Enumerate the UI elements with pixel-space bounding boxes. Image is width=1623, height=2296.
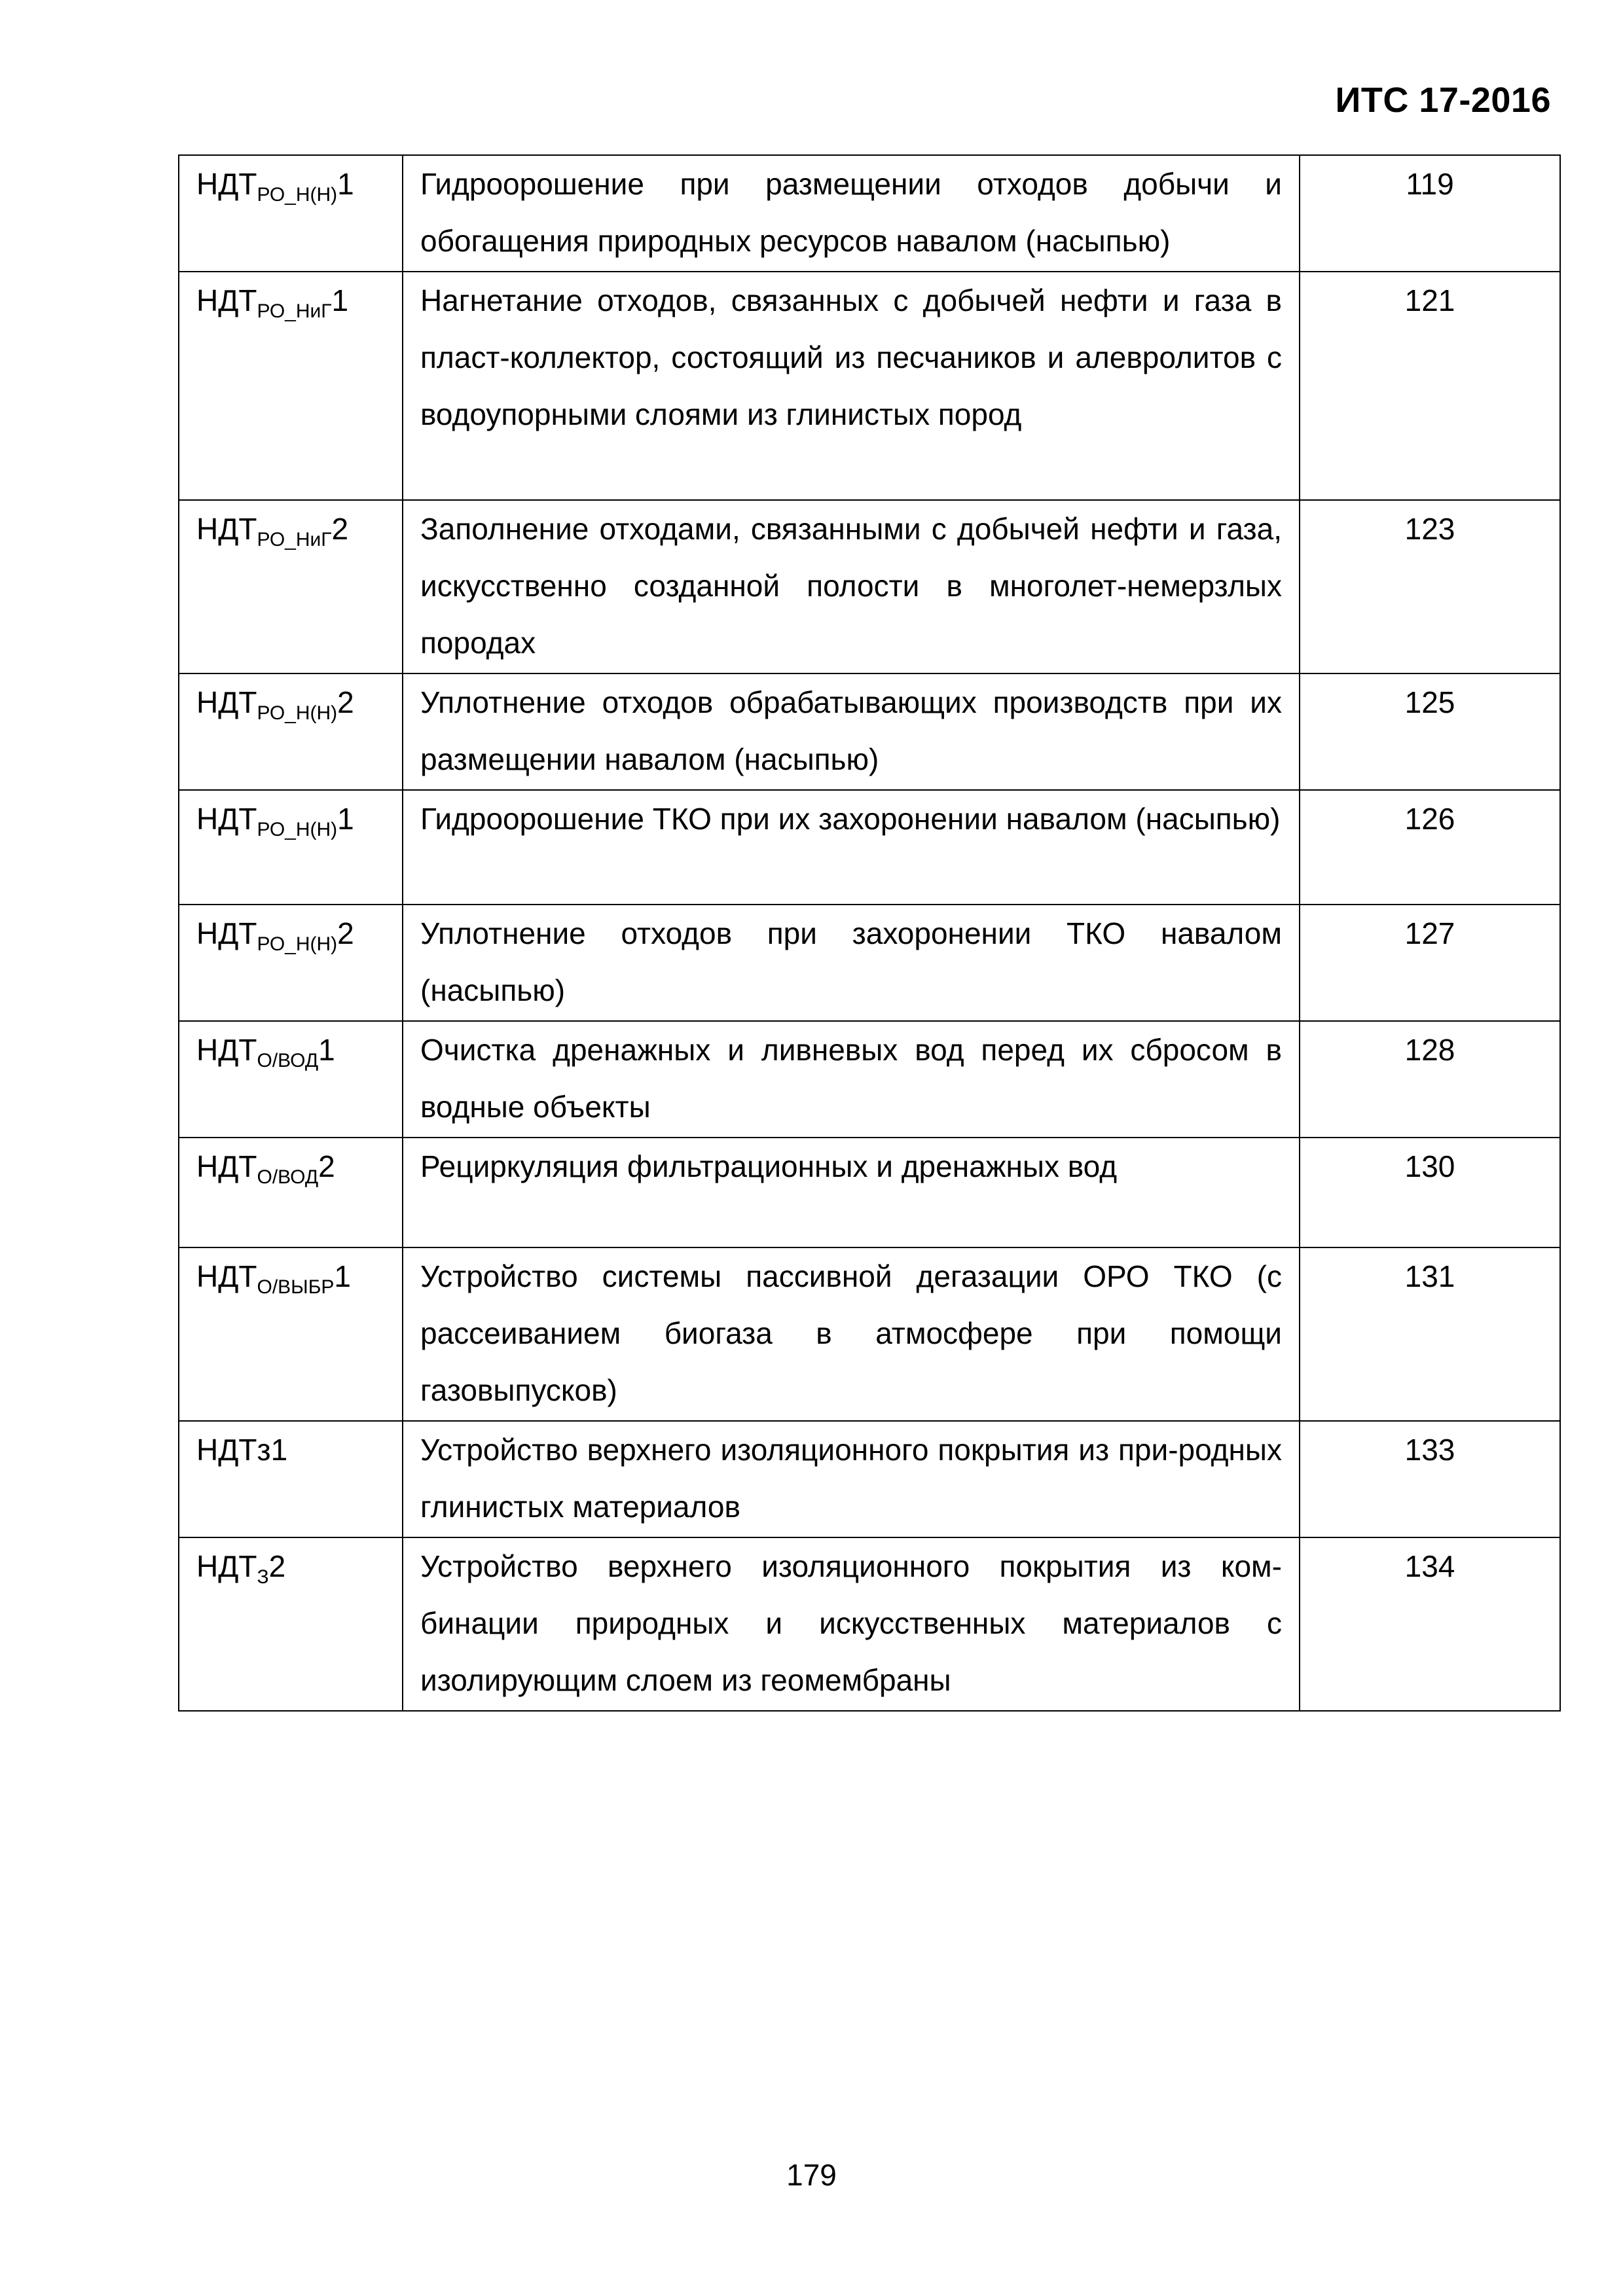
bat-code-cell bbox=[179, 1138, 403, 1247]
table-row bbox=[179, 1138, 1560, 1247]
bat-code-subscript: РО_Н(Н) bbox=[257, 933, 338, 955]
bat-code-cell bbox=[179, 1021, 403, 1138]
page-ref-cell: 131 bbox=[1300, 1247, 1560, 1421]
bat-table bbox=[178, 154, 1561, 1712]
bat-code-base: НДТ bbox=[196, 1549, 257, 1583]
bat-code-cell bbox=[179, 905, 403, 1021]
bat-code-base: НДТ bbox=[196, 1033, 257, 1067]
table-row bbox=[179, 155, 1560, 272]
bat-code-number: 2 bbox=[268, 1549, 286, 1583]
bat-code-number: 2 bbox=[331, 512, 349, 546]
bat-description-cell: Устройство системы пассивной дегазации ОРО ТКО (с рассеиванием биогаза в атмосфере при помощи газовыпусков) bbox=[403, 1247, 1300, 1421]
bat-code-cell bbox=[179, 155, 403, 272]
bat-code-number: 1 bbox=[318, 1033, 335, 1067]
bat-description-cell: Заполнение отходами, связанными с добычей нефти и газа, искусственно созданной полости в многолет-немерзлых породах bbox=[403, 500, 1300, 673]
table-row bbox=[179, 905, 1560, 1021]
bat-description-cell: Гидроорошение ТКО при их захоронении навалом (насыпью) bbox=[403, 790, 1300, 905]
page-ref-cell: 123 bbox=[1300, 500, 1560, 673]
bat-code-base: НДТ bbox=[196, 916, 257, 950]
bat-code-number: 2 bbox=[337, 685, 354, 719]
page-ref-cell: 125 bbox=[1300, 673, 1560, 790]
bat-description-cell: Рециркуляция фильтрационных и дренажных вод bbox=[403, 1138, 1300, 1247]
bat-code-subscript: О/ВЫБР bbox=[257, 1276, 335, 1298]
bat-code-subscript: О/ВОД bbox=[257, 1050, 319, 1071]
bat-code-cell bbox=[179, 1537, 403, 1711]
page-ref-cell: 126 bbox=[1300, 790, 1560, 905]
bat-code-number: 2 bbox=[318, 1149, 335, 1183]
bat-code-number: 2 bbox=[337, 916, 354, 950]
table-row bbox=[179, 500, 1560, 673]
bat-description-cell: Нагнетание отходов, связанных с добычей нефти и газа в пласт-коллектор, состоящий из песчаников и алевролитов с водоупорными слоями из глинистых пород bbox=[403, 272, 1300, 500]
bat-description-cell: Очистка дренажных и ливневых вод перед их сбросом в водные объекты bbox=[403, 1021, 1300, 1138]
bat-code-subscript: РО_НиГ bbox=[257, 300, 332, 322]
bat-code-cell bbox=[179, 673, 403, 790]
bat-description-cell: Уплотнение отходов обрабатывающих производств при их размещении навалом (насыпью) bbox=[403, 673, 1300, 790]
bat-code-number: 1 bbox=[331, 283, 349, 317]
bat-code-base: НДТ bbox=[196, 167, 257, 201]
table-row bbox=[179, 1421, 1560, 1537]
bat-code-base: НДТ bbox=[196, 512, 257, 546]
bat-code-base: НДТ bbox=[196, 802, 257, 836]
bat-code-number: 1 bbox=[270, 1433, 288, 1467]
page-ref-cell: 121 bbox=[1300, 272, 1560, 500]
bat-code-subscript: з bbox=[257, 1433, 271, 1467]
page-number: 179 bbox=[786, 2158, 837, 2192]
bat-code-cell bbox=[179, 790, 403, 905]
page-ref-cell: 128 bbox=[1300, 1021, 1560, 1138]
page-ref-cell: 127 bbox=[1300, 905, 1560, 1021]
table-row bbox=[179, 272, 1560, 500]
bat-code-number: 1 bbox=[334, 1259, 352, 1293]
bat-code-cell bbox=[179, 500, 403, 673]
bat-description-cell: Уплотнение отходов при захоронении ТКО навалом (насыпью) bbox=[403, 905, 1300, 1021]
bat-code-cell bbox=[179, 1421, 403, 1537]
bat-code-base: НДТ bbox=[196, 1433, 257, 1467]
bat-code-base: НДТ bbox=[196, 1149, 257, 1183]
table-row bbox=[179, 790, 1560, 905]
bat-code-cell bbox=[179, 1247, 403, 1421]
bat-code-base: НДТ bbox=[196, 685, 257, 719]
bat-description-cell: Гидроорошение при размещении отходов добычи и обогащения природных ресурсов навалом (насыпью) bbox=[403, 155, 1300, 272]
document-id-header: ИТС 17-2016 bbox=[1335, 81, 1551, 120]
table-row bbox=[179, 1537, 1560, 1711]
bat-description-cell: Устройство верхнего изоляционного покрытия из при-родных глинистых материалов bbox=[403, 1421, 1300, 1537]
table-row bbox=[179, 673, 1560, 790]
bat-code-number: 1 bbox=[337, 802, 354, 836]
bat-code-number: 1 bbox=[337, 167, 354, 201]
bat-code-cell bbox=[179, 272, 403, 500]
bat-code-subscript: З bbox=[257, 1566, 269, 1588]
page-ref-cell: 130 bbox=[1300, 1138, 1560, 1247]
page-ref-cell: 134 bbox=[1300, 1537, 1560, 1711]
bat-code-subscript: О/ВОД bbox=[257, 1166, 319, 1188]
bat-code-subscript: РО_Н(Н) bbox=[257, 819, 338, 840]
bat-code-base: НДТ bbox=[196, 283, 257, 317]
table-row bbox=[179, 1021, 1560, 1138]
page-ref-cell: 119 bbox=[1300, 155, 1560, 272]
table-row bbox=[179, 1247, 1560, 1421]
bat-code-base: НДТ bbox=[196, 1259, 257, 1293]
bat-code-subscript: РО_НиГ bbox=[257, 529, 332, 550]
bat-description-cell: Устройство верхнего изоляционного покрытия из ком-бинации природных и искусственных материалов с изолирующим слоем из геомембраны bbox=[403, 1537, 1300, 1711]
bat-code-subscript: РО_Н(Н) bbox=[257, 702, 338, 724]
bat-code-subscript: РО_Н(Н) bbox=[257, 184, 338, 206]
page-ref-cell: 133 bbox=[1300, 1421, 1560, 1537]
